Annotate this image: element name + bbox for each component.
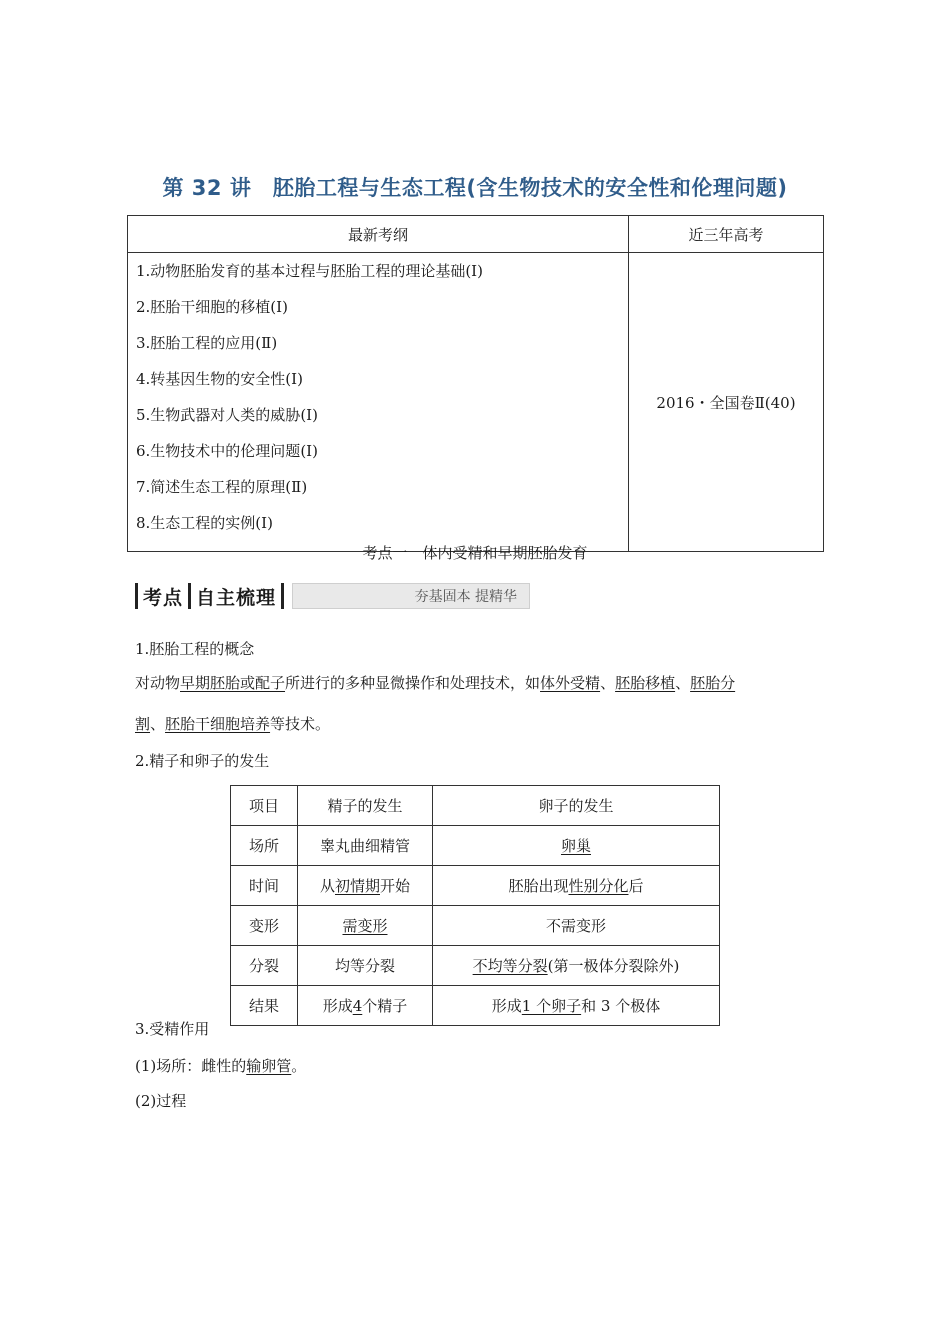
table-row: 时间 从初情期开始 胚胎出现性别分化后 (231, 866, 720, 906)
syllabus-item: 7.简述生态工程的原理(Ⅱ) (136, 478, 308, 496)
syllabus-item: 5.生物武器对人类的威胁(Ⅰ) (136, 406, 318, 424)
banner-word-kaodian: 考点 (143, 586, 184, 609)
syllabus-item: 8.生态工程的实例(Ⅰ) (136, 514, 273, 532)
section-heading-kaodian: 考点一 体内受精和早期胚胎发育 (362, 544, 588, 562)
banner-divider (281, 583, 284, 609)
table-row: 项目 精子的发生 卵子的发生 (231, 786, 720, 826)
syllabus-item: 3.胚胎工程的应用(Ⅱ) (136, 334, 278, 352)
banner-tagline: 夯基固本 提精华 (292, 583, 530, 609)
syllabus-item: 4.转基因生物的安全性(Ⅰ) (136, 370, 303, 388)
table-row: 场所 睾丸曲细精管 卵巢 (231, 826, 720, 866)
study-banner (135, 581, 530, 611)
heading-embryo-engineering: 1.胚胎工程的概念 (135, 640, 255, 658)
syllabus-header-exams: 近三年高考 (629, 216, 824, 253)
syllabus-item: 2.胚胎干细胞的移植(Ⅰ) (136, 298, 288, 316)
paragraph-embryo-engineering: 对动物早期胚胎或配子所进行的多种显微操作和处理技术，如体外受精、胚胎移植、胚胎分 割、胚胎干细胞培养等技术。 (135, 674, 736, 733)
fertilization-site: (1)场所：雌性的输卵管。 (135, 1057, 307, 1075)
table-row: 分裂 均等分裂 不均等分裂(第一极体分裂除外) (231, 946, 720, 986)
banner-word-zizhu: 自主梳理 (196, 586, 277, 609)
heading-fertilization: 3.受精作用 (135, 1020, 210, 1038)
page-title: 第 32 讲 胚胎工程与生态工程(含生物技术的安全性和伦理问题) (162, 176, 788, 200)
syllabus-item: 6.生物技术中的伦理问题(Ⅰ) (136, 442, 318, 460)
table-row: 结果 形成4个精子 形成1 个卵子和 3 个极体 (231, 986, 720, 1026)
gametogenesis-table (230, 785, 720, 1026)
exam-reference: 2016・全国卷Ⅱ(40) (629, 253, 824, 552)
syllabus-item: 1.动物胚胎发育的基本过程与胚胎工程的理论基础(Ⅰ) (136, 262, 483, 280)
fertilization-process: (2)过程 (135, 1092, 187, 1110)
table-row: 变形 需变形 不需变形 (231, 906, 720, 946)
syllabus-list (128, 253, 629, 552)
heading-gametogenesis: 2.精子和卵子的发生 (135, 752, 270, 770)
syllabus-table (127, 215, 824, 552)
syllabus-header-outline: 最新考纲 (128, 216, 629, 253)
